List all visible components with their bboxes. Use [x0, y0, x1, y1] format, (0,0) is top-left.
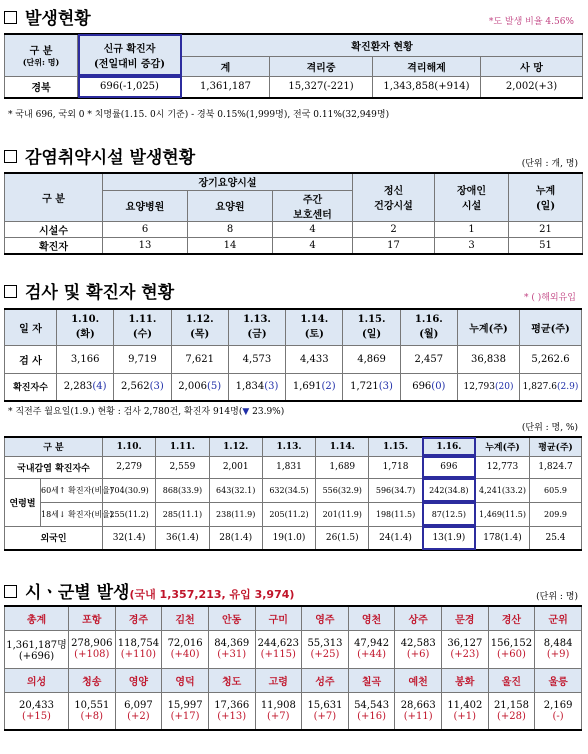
region-value-cell: 28,663 (+11) — [395, 692, 442, 730]
date-header: 1.12. (목) — [171, 309, 228, 345]
region-name: 총계 — [5, 606, 69, 630]
region-name: 청송 — [69, 668, 116, 692]
checkbox-square-icon — [4, 285, 17, 298]
row-label-confirmed: 확진자수 — [5, 373, 57, 401]
facilities-table — [4, 172, 583, 255]
header-disability: 장애인 시설 — [435, 173, 509, 221]
domestic-cell: 1,824.7 — [530, 456, 582, 478]
test-cell: 36,838 — [458, 345, 520, 373]
facility-cell: 6 — [103, 221, 188, 237]
domestic-cell: 12,773 — [476, 456, 530, 478]
row-label-under18: 18세↓ 확진자(비율) — [41, 502, 103, 526]
region-name: 김천 — [162, 606, 209, 630]
date-header: 1.14. (토) — [286, 309, 343, 345]
header-date: 일 자 — [5, 309, 57, 345]
header-gubun: 구 분 — [5, 437, 103, 456]
date-header: 1.15. — [369, 437, 422, 456]
region-value-cell: 278,906 (+108) — [69, 630, 116, 668]
facility-cell: 3 — [435, 237, 509, 254]
region-name: 영양 — [115, 668, 162, 692]
region-name: 포항 — [69, 606, 116, 630]
over60-cell: 704(30.9) — [103, 478, 156, 502]
over60-cell: 242(34.8) — [422, 478, 475, 502]
foreign-cell: 25.4 — [530, 526, 582, 550]
region-value-cell: 1,361,187명 (+696) — [5, 630, 69, 668]
test-cell: 2,457 — [400, 345, 457, 373]
section-title-regions: 시ㆍ군별 발생(국내 1,357,213, 유입 3,974) — [4, 578, 294, 603]
confirmed-cell: 696(0) — [400, 373, 457, 401]
facility-cell: 17 — [353, 237, 435, 254]
region-name: 영주 — [302, 606, 349, 630]
domestic-cell: 2,559 — [156, 456, 209, 478]
facility-cell: 8 — [188, 221, 273, 237]
confirmed-cell: 2,562(3) — [114, 373, 171, 401]
region-name: 성주 — [302, 668, 349, 692]
region-name: 경산 — [488, 606, 535, 630]
date-header: 1.11. (수) — [114, 309, 171, 345]
region-name: 영덕 — [162, 668, 209, 692]
region-value-cell: 8,484 (+9) — [535, 630, 582, 668]
date-header: 1.10. — [103, 437, 156, 456]
header-cumulative: 누계 (일) — [509, 173, 583, 221]
region-value-cell: 17,366 (+13) — [208, 692, 255, 730]
region-value-cell: 54,543 (+16) — [348, 692, 395, 730]
region-value-cell: 244,623 (+115) — [255, 630, 302, 668]
header-daycare: 주간 보호센터 — [273, 190, 353, 221]
test-cell: 7,621 — [171, 345, 228, 373]
region-value-cell: 11,402 (+1) — [442, 692, 489, 730]
header-mental: 정신 건강시설 — [353, 173, 435, 221]
facility-cell: 4 — [273, 221, 353, 237]
new-cases-value: 696(-1,025) — [78, 76, 182, 98]
region-value-cell: 6,097 (+2) — [115, 692, 162, 730]
region-value-cell: 55,313 (+25) — [302, 630, 349, 668]
region-value-cell: 15,631 (+7) — [302, 692, 349, 730]
header-gubun: 구 분 (단위: 명) — [5, 34, 78, 76]
region-name: 예천 — [395, 668, 442, 692]
date-header: 1.13. — [262, 437, 315, 456]
foreign-cell: 24(1.4) — [369, 526, 422, 550]
facility-cell: 14 — [188, 237, 273, 254]
region-value-cell: 72,016 (+40) — [162, 630, 209, 668]
date-header: 1.10. (화) — [57, 309, 114, 345]
region-value-cell: 36,127 (+23) — [442, 630, 489, 668]
date-header: 1.12. — [209, 437, 262, 456]
province-ratio-note: *도 발생 비율 4.56% — [488, 17, 574, 27]
date-header: 1.15. (일) — [343, 309, 400, 345]
over60-cell: 643(32.1) — [209, 478, 262, 502]
header-death: 사 망 — [481, 56, 583, 76]
facility-cell: 1 — [435, 221, 509, 237]
section-title-facilities: 감염취약시설 발생현황 — [4, 143, 195, 168]
date-header: 1.16. — [422, 437, 475, 456]
over60-cell: 596(34.7) — [369, 478, 422, 502]
tests-table — [4, 308, 582, 402]
region-value-cell: 118,754 (+110) — [115, 630, 162, 668]
region-names-row-2 — [5, 668, 582, 692]
confirmed-cell: 1,691(2) — [286, 373, 343, 401]
facility-cell: 4 — [273, 237, 353, 254]
region-name: 울릉 — [535, 668, 582, 692]
region-name: 봉화 — [442, 668, 489, 692]
region-name: 의성 — [5, 668, 69, 692]
region-value-cell: 47,942 (+44) — [348, 630, 395, 668]
under18-cell: 87(12.5) — [422, 502, 475, 526]
region-value-cell: 10,551 (+8) — [69, 692, 116, 730]
row-label-tests: 검 사 — [5, 345, 57, 373]
domestic-cell: 2,279 — [103, 456, 156, 478]
checkbox-square-icon — [4, 585, 17, 598]
fatality-note: * 국내 696, 국외 0 * 치명률(1.15. 0시 기준) - 경북 0.15%(1,999명), 전국 0.11%(32,949명) — [8, 110, 390, 120]
header-new-cases: 신규 확진자 (전일대비 증감) — [78, 34, 182, 76]
section-title-occurrence: 발생현황 — [4, 4, 91, 29]
test-cell: 5,262.6 — [520, 345, 582, 373]
row-label-foreign: 외국인 — [5, 526, 103, 550]
header-status: 확진환자 현황 — [182, 34, 583, 56]
date-header: 1.14. — [316, 437, 369, 456]
region-value-cell: 2,169 (-) — [535, 692, 582, 730]
header-home: 요양원 — [188, 190, 273, 221]
region-value-cell: 11,908 (+7) — [255, 692, 302, 730]
isolating-value: 15,327(-221) — [270, 76, 373, 98]
facility-cell: 51 — [509, 237, 583, 254]
over60-cell: 605.9 — [530, 478, 582, 502]
region-name: 구미 — [255, 606, 302, 630]
header-average: 평균(주) — [520, 309, 582, 345]
over60-cell: 556(32.9) — [316, 478, 369, 502]
region-value-cell: 15,997 (+17) — [162, 692, 209, 730]
header-hospital: 요양병원 — [103, 190, 188, 221]
under18-cell: 285(11.1) — [156, 502, 209, 526]
checkbox-square-icon — [4, 11, 17, 24]
occurrence-table — [4, 33, 583, 99]
foreign-cell: 26(1.5) — [316, 526, 369, 550]
date-header: 1.11. — [156, 437, 209, 456]
foreign-cell: 13(1.9) — [422, 526, 475, 550]
facility-cell: 21 — [509, 221, 583, 237]
row-label-age: 연령별 — [5, 478, 41, 526]
under18-cell: 201(11.9) — [316, 502, 369, 526]
region-name: 군위 — [535, 606, 582, 630]
foreign-cell: 36(1.4) — [156, 526, 209, 550]
over60-cell: 4,241(33.2) — [476, 478, 530, 502]
header-total: 계 — [182, 56, 270, 76]
under18-cell: 198(11.5) — [369, 502, 422, 526]
regions-table — [4, 605, 582, 731]
confirmed-cell: 1,834(3) — [228, 373, 285, 401]
test-cell: 9,719 — [114, 345, 171, 373]
row-label: 경북 — [5, 76, 78, 98]
test-cell: 4,573 — [228, 345, 285, 373]
region-name: 칠곡 — [348, 668, 395, 692]
confirmed-cell: 1,827.6(2.9) — [520, 373, 582, 401]
domestic-cell: 1,718 — [369, 456, 422, 478]
section-title-tests: 검사 및 확진자 현황 — [4, 278, 174, 303]
header-longterm: 장기요양시설 — [103, 173, 353, 190]
header-isolating: 격리중 — [270, 56, 373, 76]
region-value-cell: 84,369 (+31) — [208, 630, 255, 668]
foreign-cell: 19(1.0) — [262, 526, 315, 550]
region-name: 상주 — [395, 606, 442, 630]
header-gubun: 구 분 — [5, 173, 103, 221]
overseas-note: * ( )해외유입 — [523, 293, 576, 303]
down-arrow-icon: ▼ — [242, 407, 250, 417]
monday-note: * 직전주 월요일(1.9.) 현황 : 검사 2,780건, 확진자 914명(▼ 23.9%) — [8, 407, 285, 417]
test-cell: 4,869 — [343, 345, 400, 373]
under18-cell: 209.9 — [530, 502, 582, 526]
header-cumulative: 누계(주) — [458, 309, 520, 345]
region-name: 안동 — [208, 606, 255, 630]
region-value-cell: 156,152 (+60) — [488, 630, 535, 668]
domestic-cell: 1,689 — [316, 456, 369, 478]
total-value: 1,361,187 — [182, 76, 270, 98]
death-value: 2,002(+3) — [481, 76, 583, 98]
checkbox-square-icon — [4, 150, 17, 163]
test-cell: 3,166 — [57, 345, 114, 373]
foreign-cell: 28(1.4) — [209, 526, 262, 550]
region-name: 고령 — [255, 668, 302, 692]
facility-cell: 2 — [353, 221, 435, 237]
region-name: 경주 — [115, 606, 162, 630]
confirmed-cell: 2,006(5) — [171, 373, 228, 401]
header-cumulative: 누계(주) — [476, 437, 530, 456]
region-name: 울진 — [488, 668, 535, 692]
regions-subtitle: (국내 1,357,213, 유입 3,974) — [129, 588, 295, 601]
region-name: 영천 — [348, 606, 395, 630]
age-table — [4, 436, 582, 551]
facility-cell: 13 — [103, 237, 188, 254]
row-label: 확진자 — [5, 237, 103, 254]
region-value-cell: 21,158 (+28) — [488, 692, 535, 730]
confirmed-cell: 12,793(20) — [458, 373, 520, 401]
under18-cell: 238(11.9) — [209, 502, 262, 526]
date-header: 1.16. (월) — [400, 309, 457, 345]
under18-cell: 255(11.2) — [103, 502, 156, 526]
under18-cell: 1,469(11.5) — [476, 502, 530, 526]
domestic-cell: 1,831 — [262, 456, 315, 478]
region-value-cell: 20,433 (+15) — [5, 692, 69, 730]
confirmed-cell: 2,283(4) — [57, 373, 114, 401]
over60-cell: 632(34.5) — [262, 478, 315, 502]
date-header: 1.13. (금) — [228, 309, 285, 345]
regions-unit: (단위 : 명) — [536, 592, 578, 602]
domestic-cell: 696 — [422, 456, 475, 478]
region-name: 청도 — [208, 668, 255, 692]
over60-cell: 868(33.9) — [156, 478, 209, 502]
region-name: 문경 — [442, 606, 489, 630]
row-label: 시설수 — [5, 221, 103, 237]
confirmed-cell: 1,721(3) — [343, 373, 400, 401]
facilities-unit: (단위 : 개, 명) — [521, 159, 578, 169]
row-label-domestic: 국내감염 확진자수 — [5, 456, 103, 478]
foreign-cell: 32(1.4) — [103, 526, 156, 550]
region-names-row-1 — [5, 606, 582, 630]
header-released: 격리해제 — [373, 56, 481, 76]
released-value: 1,343,858(+914) — [373, 76, 481, 98]
under18-cell: 205(11.2) — [262, 502, 315, 526]
foreign-cell: 178(1.4) — [476, 526, 530, 550]
domestic-cell: 2,001 — [209, 456, 262, 478]
region-value-cell: 42,583 (+6) — [395, 630, 442, 668]
row-label-over60: 60세↑ 확진자(비율) — [41, 478, 103, 502]
age-unit: (단위 : 명, %) — [521, 423, 578, 433]
header-average: 평균(주) — [530, 437, 582, 456]
test-cell: 4,433 — [286, 345, 343, 373]
